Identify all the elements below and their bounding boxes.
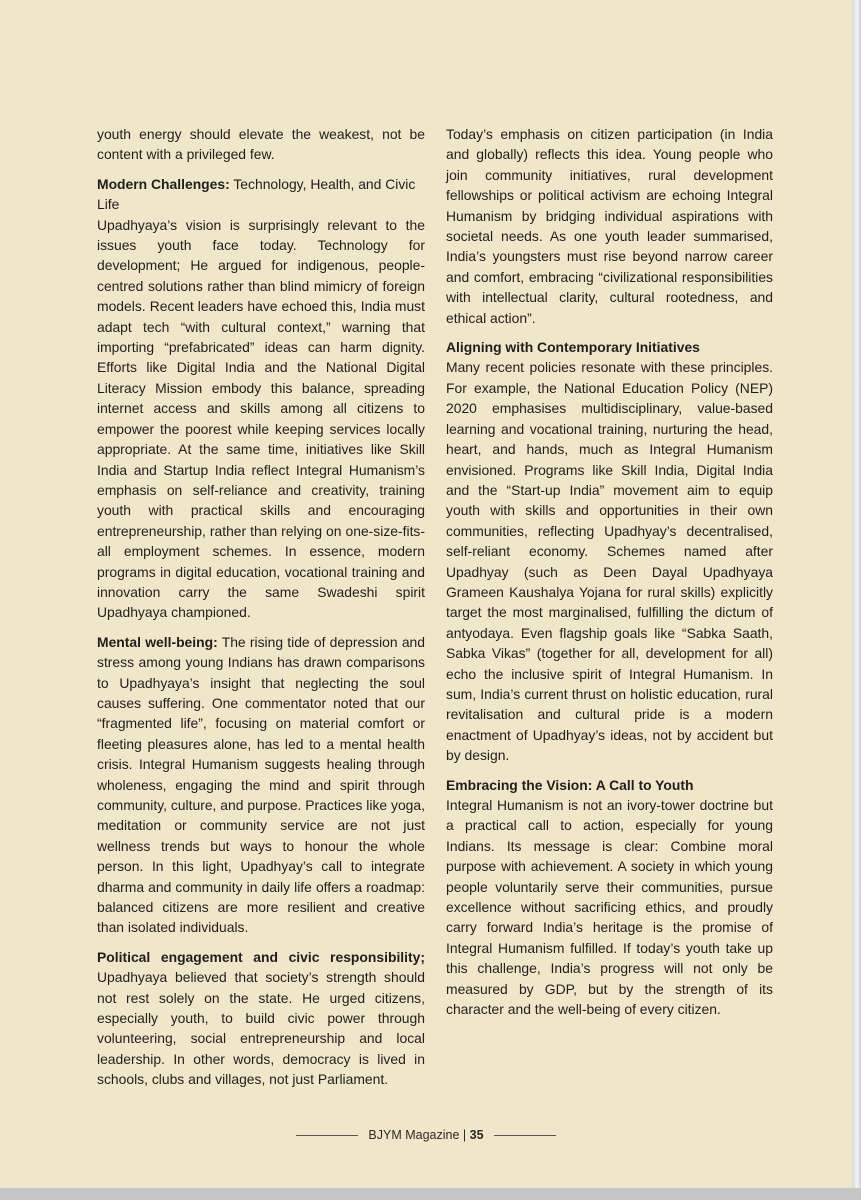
political-engagement-lead: Political engagement and civic responsibility; bbox=[97, 948, 425, 965]
intro-paragraph: youth energy should elevate the weakest, not be content with a privileged few. bbox=[97, 126, 425, 163]
embracing-heading: Embracing the Vision: A Call to Youth bbox=[446, 776, 694, 793]
footer-rule-left bbox=[296, 1135, 358, 1136]
modern-challenges-heading bbox=[97, 174, 425, 215]
footer-separator: | bbox=[462, 1128, 467, 1142]
page-footer bbox=[0, 1127, 852, 1143]
modern-heading-bold: Modern Challenges: bbox=[97, 175, 230, 192]
right-column bbox=[446, 124, 773, 1019]
embracing-paragraph: Integral Humanism is not an ivory-tower doctrine but a practical call to action, especially for young Indians. Its message is clear: Combine moral purpose with achievement. A society in which young people voluntarily serve their communities, pursue excellence without sacrificing ethics, and proudly carry forward India’s heritage is the promise of Integral Humanism fulfilled. If today’s youth take up this challenge, India’s progress will not only be measured by GDP, but by the strength of its character and the well-being of every citizen. bbox=[446, 797, 773, 1018]
mental-wellbeing-body: The rising tide of depression and stress among young Indians has drawn comparisons to Upadhyaya’s insight that neglecting the soul causes suffering. One commentator noted that our “fragmented life”, focusing on material comfort or fleeting pleasures alone, has led to a mental health crisis. Integral Humanism suggests healing through wholeness, engaging the mind and spirit through community, culture, and purpose. Practices like yoga, meditation or community service are not just wellness trends but ways to honour the whole person. In this light, Upadhyay’s call to integrate dharma and community in daily life offers a roadmap: balanced citizens are more resilient and creative than isolated individuals. bbox=[97, 633, 425, 936]
modern-heading-rest: Technology, Health, and Civic Life bbox=[97, 175, 416, 213]
aligning-heading: Aligning with Contemporary Initiatives bbox=[446, 339, 700, 356]
footer-magazine-name: BJYM Magazine bbox=[368, 1128, 460, 1142]
political-engagement-body: Upadhyaya believed that society’s strength should not rest solely on the state. He urged citizens, especially youth, to build civic power through volunteering, social entrepreneurship and local leadership. In other words, democracy is lived in schools, clubs and villages, not just Parliament. bbox=[97, 969, 425, 1088]
mental-wellbeing-lead: Mental well-being: bbox=[97, 633, 218, 650]
citizen-participation-paragraph: Today’s emphasis on citizen participation (in India and globally) reflects this idea. Young people who join community initiatives, rural development fellowships or political activism are echoing Integral Humanism by bridging individual aspirations with societal needs. As one youth leader summarised, India’s youngsters must rise beyond narrow career and comfort, embracing “civilizational responsibilities with intellectual clarity, cultural rootedness, and ethical action”. bbox=[446, 126, 773, 326]
footer-rule-right bbox=[494, 1135, 556, 1136]
footer-page-number: 35 bbox=[469, 1128, 484, 1142]
aligning-paragraph: Many recent policies resonate with these principles. For example, the National Education Policy (NEP) 2020 emphasises multidisciplinary, value-based learning and vocational training, nurturing the head, heart, and hands, much as Integral Humanism envisioned. Programs like Skill India, Digital India and the “Start-up India” movement aim to equip youth with skills and opportunities in their own communities, reflecting Upadhyay’s decentralised, self-reliant economy. Schemes named after Upadhyay (such as Deen Dayal Upadhyaya Grameen Kaushalya Yojana for rural skills) explicitly target the most marginalised, fulfilling the dictum of antyodaya. Even flagship goals like “Sabka Saath, Sabka Vikas” (together for all, development for all) echo the inclusive spirit of Integral Humanism. In sum, India’s current thrust on holistic education, rural revitalisation and cultural pride is a modern enactment of Upadhyay’s ideas, not by accident but by design. bbox=[446, 359, 773, 764]
modern-challenges-paragraph: Upadhyaya’s vision is surprisingly relevant to the issues youth face today. Technology for development; He argued for indigenous, people-centred solutions rather than blind mimicry of foreign models. Recent leaders have echoed this, India must adapt tech “with cultural context,” warning that importing “prefabricated” ideas can harm dignity. Efforts like Digital India and the National Digital Literacy Mission embody this balance, spreading internet access and skills among all citizens to empower the poorest while keeping services locally appropriate. At the same time, initiatives like Skill India and Startup India reflect Integral Humanism’s emphasis on self-reliance and creativity, training youth with practical skills and encouraging entrepreneurship, rather than relying on one-size-fits-all employment schemes. In essence, modern programs in digital education, vocational training and innovation carry the same Swadeshi spirit Upadhyaya championed. bbox=[97, 216, 425, 621]
political-engagement-paragraph bbox=[97, 947, 425, 1090]
mental-wellbeing-paragraph bbox=[97, 632, 425, 938]
page-edge bbox=[852, 0, 861, 1200]
bottom-edge bbox=[0, 1188, 861, 1200]
left-column bbox=[97, 124, 425, 1090]
